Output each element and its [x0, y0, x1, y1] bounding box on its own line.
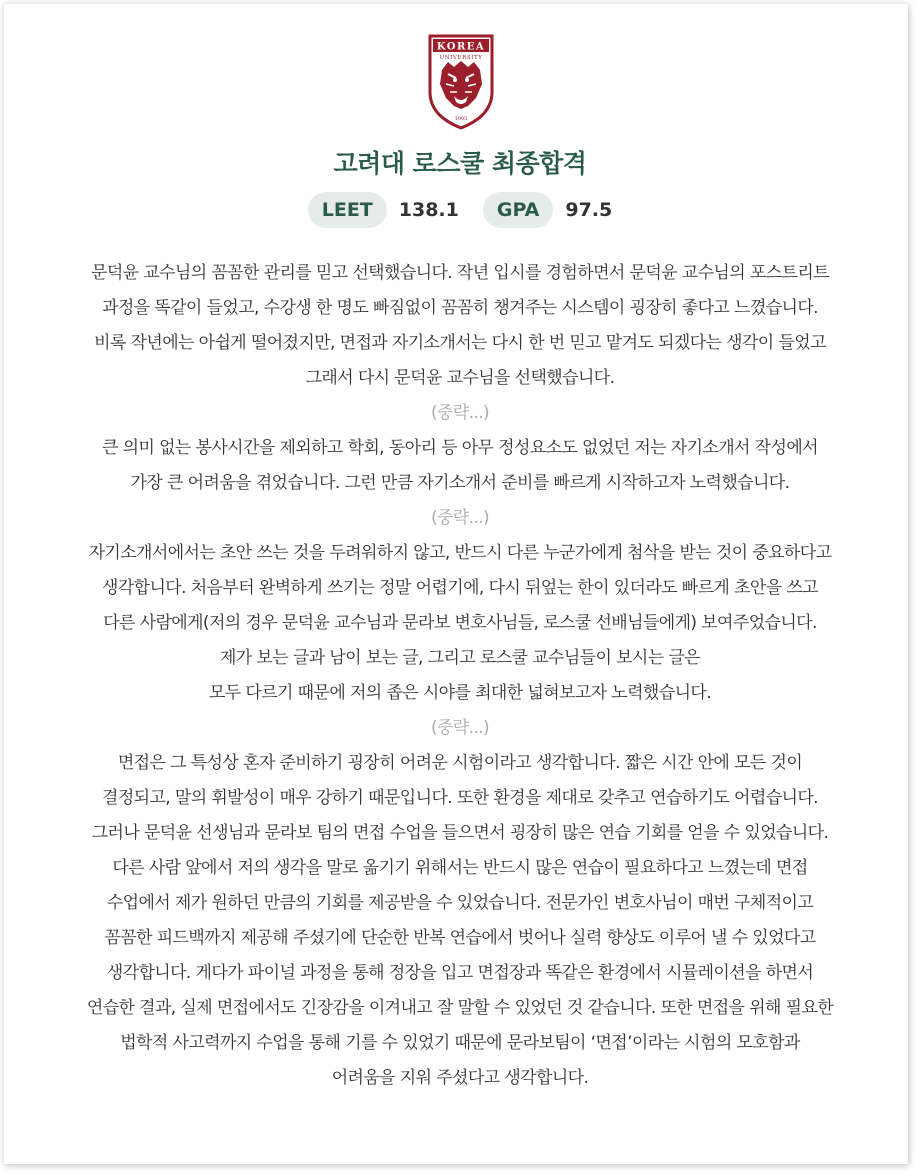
- score-row: [4, 192, 916, 228]
- testimonial-card: [4, 4, 908, 1164]
- body-text-line: 생각합니다. 게다가 파이널 과정을 통해 정장을 입고 면접장과 똑같은 환경에서 시뮬레이션을 하면서: [106, 963, 814, 983]
- body-text-line: 다른 사람 앞에서 저의 생각을 말로 옮기기 위해서는 반드시 많은 연습이 필요하다고 느꼈는데 면접: [112, 858, 808, 878]
- body-text-line: 생각합니다. 처음부터 완벽하게 쓰기는 정말 어렵기에, 다시 뒤엎는 한이 있더라도 빠르게 초안을 쓰고: [102, 578, 818, 598]
- leet-label-badge: LEET: [308, 192, 387, 228]
- body-text-line: 다른 사람에게(저의 경우 문덕윤 교수님과 문라보 변호사님들, 로스쿨 선배님들에게) 보여주었습니다.: [103, 613, 817, 633]
- body-text-line: 결정되고, 말의 휘발성이 매우 강하기 때문입니다. 또한 환경을 제대로 갖추고 연습하기도 어렵습니다.: [102, 788, 818, 808]
- korea-university-crest-logo: [426, 34, 496, 130]
- body-text-line: 큰 의미 없는 봉사시간을 제외하고 학회, 동아리 등 아무 정성요소도 없었던 저는 자기소개서 작성에서: [102, 438, 818, 458]
- body-text-line: 과정을 똑같이 들었고, 수강생 한 명도 빠짐없이 꼼꼼히 챙겨주는 시스템이 굉장히 좋다고 느꼈습니다.: [102, 298, 818, 318]
- logo-year: 1905: [454, 116, 468, 122]
- body-text-line: 수업에서 제가 원하던 만큼의 기회를 제공받을 수 있었습니다. 전문가인 변호사님이 매번 구체적이고: [106, 893, 814, 913]
- leet-score-value: 138.1: [398, 199, 459, 221]
- body-text-line: 그래서 다시 문덕윤 교수님을 선택했습니다.: [305, 368, 615, 388]
- body-text-line: 모두 다르기 때문에 저의 좁은 시야를 최대한 넓혀보고자 노력했습니다.: [208, 683, 712, 703]
- body-text-line: 가장 큰 어려움을 겪었습니다. 그런 만큼 자기소개서 준비를 빠르게 시작하고자 노력했습니다.: [130, 473, 790, 493]
- body-text-line: 자기소개서에서는 초안 쓰는 것을 두려워하지 않고, 반드시 다른 누군가에게 첨삭을 받는 것이 중요하다고: [88, 543, 832, 563]
- page-title: 고려대 로스쿨 최종합격: [333, 149, 587, 178]
- body-text-line: 그러나 문덕윤 선생님과 문라보 팀의 면접 수업을 들으면서 굉장히 많은 연습 기회를 얻을 수 있었습니다.: [91, 823, 829, 843]
- omission-marker: (중략...): [430, 508, 490, 528]
- gpa-label-badge: GPA: [483, 192, 553, 228]
- body-text-line: 문덕윤 교수님의 꼼꼼한 관리를 믿고 선택했습니다. 작년 입시를 경험하면서 문덕윤 교수님의 포스트리트: [91, 263, 829, 283]
- omission-marker: (중략...): [430, 403, 490, 423]
- testimonial-body: [24, 256, 896, 1096]
- body-text-line: 제가 보는 글과 남이 보는 글, 그리고 로스쿨 교수님들이 보시는 글은: [219, 648, 701, 668]
- body-text-line: 법학적 사고력까지 수업을 통해 기를 수 있었기 때문에 문라보팀이 ‘면접’이라는 시험의 모호함과: [120, 1033, 800, 1053]
- body-text-line: 면접은 그 특성상 혼자 준비하기 굉장히 어려운 시험이라고 생각합니다. 짧은 시간 안에 모든 것이: [117, 753, 803, 773]
- gpa-score-value: 97.5: [565, 199, 613, 221]
- body-text-line: 비록 작년에는 아쉽게 떨어졌지만, 면접과 자기소개서는 다시 한 번 믿고 맡겨도 되겠다는 생각이 들었고: [94, 333, 826, 353]
- logo-text: KOREA: [436, 41, 486, 53]
- body-text-line: 연습한 결과, 실제 면접에서도 긴장감을 이겨내고 잘 말할 수 있었던 것 같습니다. 또한 면접을 위해 필요한: [86, 998, 834, 1018]
- body-text-line: 꼼꼼한 피드백까지 제공해 주셨기에 단순한 반복 연습에서 벗어나 실력 향상도 이루어 낼 수 있었다고: [104, 928, 816, 948]
- logo-subtext: UNIVERSITY: [439, 55, 483, 61]
- body-text-line: 어려움을 지워 주셨다고 생각합니다.: [331, 1068, 589, 1088]
- omission-marker: (중략...): [430, 718, 490, 738]
